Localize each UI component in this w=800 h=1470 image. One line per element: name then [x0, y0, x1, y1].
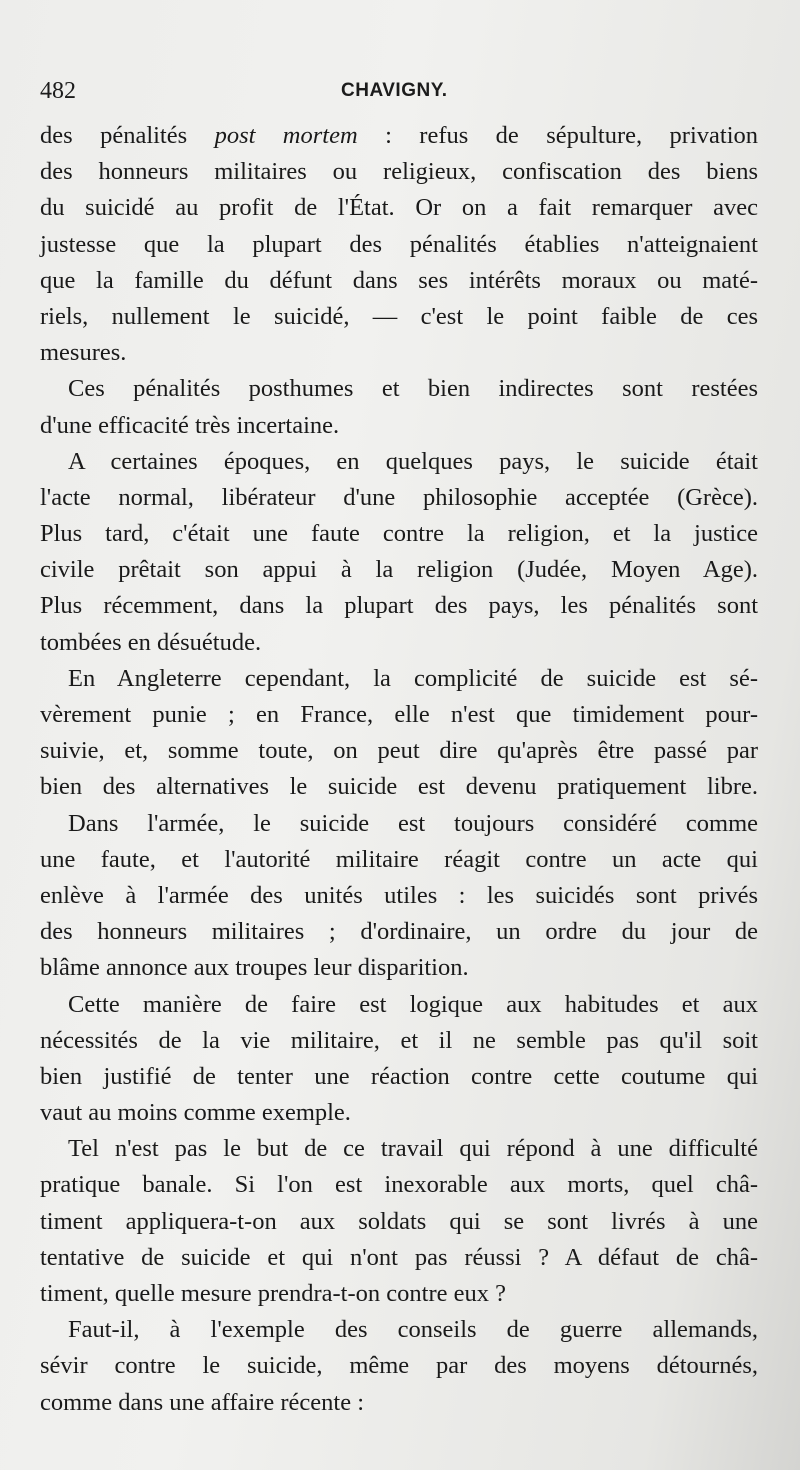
text-line: des honneurs militaires ou religieux, confiscation des biens — [40, 158, 758, 186]
paragraph-first-line: Cette manière de faire est logique aux habitudes et aux — [68, 990, 758, 1018]
text-line: Plus récemment, dans la plupart des pays, les pénalités sont — [40, 592, 758, 620]
text-line: l'acte normal, libérateur d'une philosophie acceptée (Grèce). — [40, 483, 758, 511]
text-line: suivie, et, somme toute, on peut dire qu'après être passé par — [40, 737, 758, 765]
text-line: du suicidé au profit de l'État. Or on a fait remarquer avec — [40, 194, 758, 222]
text-line: nécessités de la vie militaire, et il ne semble pas qu'il soit — [40, 1026, 758, 1054]
text-line: vèrement punie ; en France, elle n'est que timidement pour- — [40, 701, 758, 728]
text-line: sévir contre le suicide, même par des moyens détournés, — [40, 1352, 758, 1380]
text-line: justesse que la plupart des pénalités établies n'atteignaient — [40, 230, 758, 258]
text-line: timent appliquera-t-on aux soldats qui se sont livrés à une — [40, 1207, 758, 1235]
text-line: enlève à l'armée des unités utiles : les suicidés sont privés — [40, 881, 758, 909]
page-number: 482 — [40, 78, 76, 104]
paragraph-first-line: Dans l'armée, le suicide est toujours considéré comme — [68, 809, 758, 837]
text-line: tombées en désuétude. — [40, 628, 262, 656]
text-line: comme dans une affaire récente : — [40, 1388, 365, 1416]
text-line: des pénalités post mortem : refus de sépulture, privation — [40, 122, 758, 149]
text-line: blâme annonce aux troupes leur disparition. — [40, 954, 469, 982]
text-line: des honneurs militaires ; d'ordinaire, un ordre du jour de — [40, 918, 758, 946]
text-line: timent, quelle mesure prendra-t-on contre eux ? — [40, 1280, 506, 1307]
text-line: bien justifié de tenter une réaction contre cette coutume qui — [40, 1062, 758, 1090]
text-line: bien des alternatives le suicide est devenu pratiquement libre. — [40, 773, 758, 801]
text-line: riels, nullement le suicidé, — c'est le point faible de ces — [40, 302, 758, 330]
text-line: Plus tard, c'était une faute contre la religion, et la justice — [40, 520, 758, 548]
text-line: une faute, et l'autorité militaire réagit contre un acte qui — [40, 845, 758, 873]
text-line: d'une efficacité très incertaine. — [40, 411, 340, 439]
text-line: pratique banale. Si l'on est inexorable aux morts, quel châ- — [40, 1171, 758, 1199]
text-line: civile prêtait son appui à la religion (Judée, Moyen Age). — [40, 556, 758, 584]
paragraph-first-line: A certaines époques, en quelques pays, le suicide était — [68, 447, 758, 475]
running-head: CHAVIGNY. — [341, 80, 448, 101]
paragraph-first-line: Tel n'est pas le but de ce travail qui répond à une difficulté — [68, 1135, 758, 1163]
body-text — [40, 118, 758, 1421]
page-header — [40, 76, 760, 106]
paragraph-first-line: Faut-il, à l'exemple des conseils de guerre allemands, — [68, 1316, 758, 1344]
text-line: mesures. — [40, 339, 127, 367]
paragraph-first-line: Ces pénalités posthumes et bien indirectes sont restées — [68, 375, 758, 403]
italic-phrase: post mortem — [214, 122, 358, 149]
text-line: vaut au moins comme exemple. — [40, 1099, 351, 1127]
text-line: tentative de suicide et qui n'ont pas réussi ? A défaut de châ- — [40, 1243, 758, 1271]
paragraph-first-line: En Angleterre cependant, la complicité de suicide est sé- — [68, 664, 758, 692]
text-line: que la famille du défunt dans ses intérêts moraux ou maté- — [40, 266, 758, 294]
